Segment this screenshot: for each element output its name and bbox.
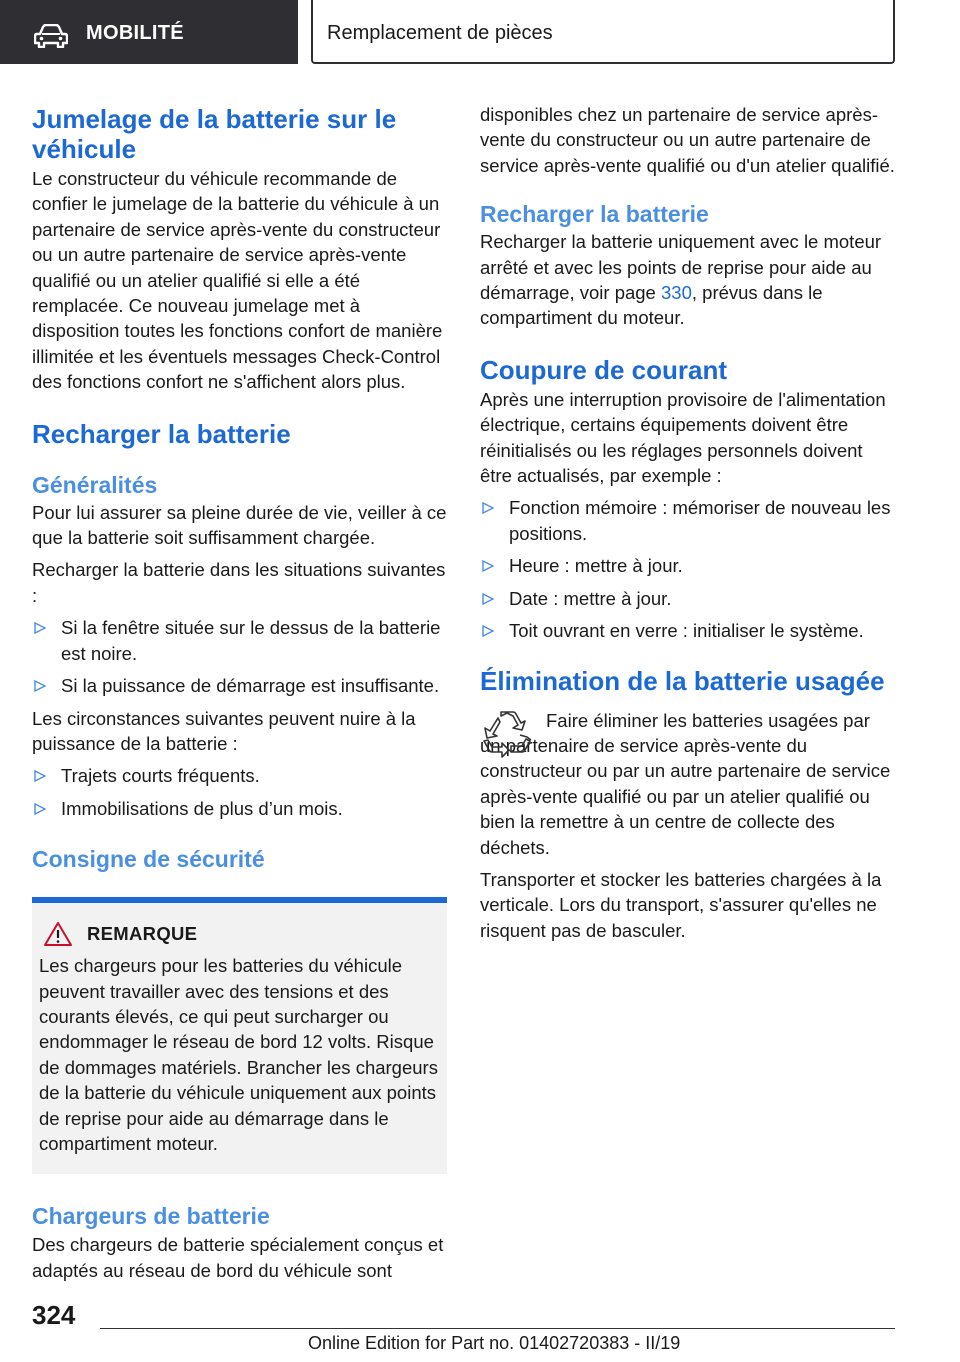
paragraph-transport: Transporter et stocker les batteries chargées à la verticale. Lors du transport, s'assurer qu'elles ne risquent pas de basculer. <box>480 868 882 941</box>
footer-divider <box>100 1328 895 1329</box>
triangle-bullet-icon <box>34 803 46 815</box>
disposal-block <box>480 708 895 860</box>
note-header <box>39 921 439 947</box>
list-item <box>480 553 895 578</box>
heading-power-outage: Coupure de courant <box>480 354 728 385</box>
list-item-text: Date : mettre à jour. <box>509 587 672 609</box>
triangle-bullet-icon <box>482 560 494 572</box>
heading-recharge-battery-2: Recharger la batterie <box>480 201 709 228</box>
list-item-text: Fonction mémoire : mémoriser de nouveau les positions. <box>509 497 891 544</box>
chapter-title: Remplacement de pièces <box>327 22 553 44</box>
paragraph-chargers-continued: disponibles chez un partenaire de service après-vente du constructeur ou un autre partenaire de service après-vente qualifié ou d'un atelier qualifié. <box>480 104 895 176</box>
triangle-bullet-icon <box>482 593 494 605</box>
triangle-bullet-icon <box>34 770 46 782</box>
page-number: 324 <box>32 1300 76 1330</box>
list-recharge-situations <box>32 615 447 698</box>
list-item <box>32 763 447 788</box>
list-item <box>480 586 895 611</box>
page-reference-link[interactable]: 330 <box>661 282 692 304</box>
list-item-text: Si la fenêtre située sur le dessus de la batterie est noire. <box>61 617 441 664</box>
list-power-outage <box>480 495 895 643</box>
heading-battery-pairing: Jumelage de la batterie sur le véhicule <box>32 104 397 164</box>
warning-triangle-icon <box>43 921 73 947</box>
list-item <box>480 495 895 546</box>
edition-info: Online Edition for Part no. 01402720383 - II/19 <box>308 1333 681 1353</box>
recharge-text-a: Recharger la batterie uniquement avec le moteur arrêté et avec les points de reprise pour aide au démarrage, voir page <box>480 231 882 304</box>
triangle-bullet-icon <box>482 502 494 514</box>
paragraph-general-1: Pour lui assurer sa pleine durée de vie, veiller à ce que la batterie soit suffisamment chargée. <box>32 501 447 549</box>
paragraph-general-2: Recharger la batterie dans les situations suivantes : <box>32 559 446 606</box>
right-column <box>480 100 895 943</box>
heading-general: Généralités <box>32 471 158 498</box>
section-tab[interactable] <box>0 0 298 64</box>
list-item-text: Toit ouvrant en verre : initialiser le système. <box>509 620 864 642</box>
heading-battery-disposal: Élimination de la batterie usagée <box>480 665 885 696</box>
paragraph-recharge <box>480 229 895 331</box>
paragraph-power-outage: Après une interruption provisoire de l'alimentation électrique, certains équipements doivent être réinitialisés ou les réglages personnels doivent être actualisés, par exemple : <box>480 388 886 487</box>
triangle-bullet-icon <box>34 680 46 692</box>
triangle-bullet-icon <box>34 622 46 634</box>
list-item <box>32 673 447 698</box>
heading-battery-chargers: Chargeurs de batterie <box>32 1203 270 1230</box>
note-title: REMARQUE <box>87 923 198 945</box>
chapter-tab[interactable] <box>311 0 895 64</box>
list-item-text: Si la puissance de démarrage est insuffisante. <box>61 675 440 697</box>
section-title: MOBILITÉ <box>86 22 184 44</box>
heading-recharge-battery: Recharger la batterie <box>32 418 291 449</box>
paragraph-battery-chargers: Des chargeurs de batterie spécialement conçus et adaptés au réseau de bord du véhicule sont <box>32 1234 444 1281</box>
recharge-text-b: , prévus dans le compartiment du moteur. <box>480 282 823 329</box>
car-icon <box>34 24 68 48</box>
left-column <box>32 100 447 1283</box>
list-item-text: Trajets courts fréquents. <box>61 765 260 787</box>
note-text: Les chargeurs pour les batteries du véhicule peuvent travailler avec des tensions et des courants élevés, ce qui peut surcharger ou endommager le réseau de bord 12 volts. Risque de dommages matériels. Brancher les chargeurs de la batterie du véhicule uniquement aux points de reprise pour aide au démarrage dans le compartiment moteur. <box>39 955 438 1154</box>
paragraph-disposal: Faire éliminer les batteries usagées par un partenaire de service après-vente du constructeur ou par un autre partenaire de service après-vente qualifié ou par un atelier qualifié ou bien la remettre à un centre de collecte des déchets. <box>480 709 891 858</box>
list-item <box>32 796 447 821</box>
list-item <box>32 615 447 666</box>
list-item-text: Immobilisations de plus d’un mois. <box>61 797 343 819</box>
heading-safety: Consigne de sécurité <box>32 846 265 873</box>
list-item <box>480 618 895 643</box>
paragraph-circumstances: Les circonstances suivantes peuvent nuire à la puissance de la batterie : <box>32 707 416 754</box>
list-circumstances <box>32 763 447 821</box>
safety-note <box>32 897 447 1174</box>
page-header <box>0 0 960 66</box>
recycle-icon <box>480 710 534 762</box>
list-item-text: Heure : mettre à jour. <box>509 555 683 577</box>
paragraph-battery-pairing: Le constructeur du véhicule recommande de confier le jumelage de la batterie du véhicule à un partenaire de service après-vente du constructeur ou un autre partenaire de service après-vente qualifié ou un atelier qualifié si elle a été remplacée. Ce nouveau jumelage met à disposition toutes les fonctions confort de manière illimitée et les éventuels messages Check-Control des fonctions confort ne s'affichent alors plus. <box>32 168 443 393</box>
triangle-bullet-icon <box>482 625 494 637</box>
